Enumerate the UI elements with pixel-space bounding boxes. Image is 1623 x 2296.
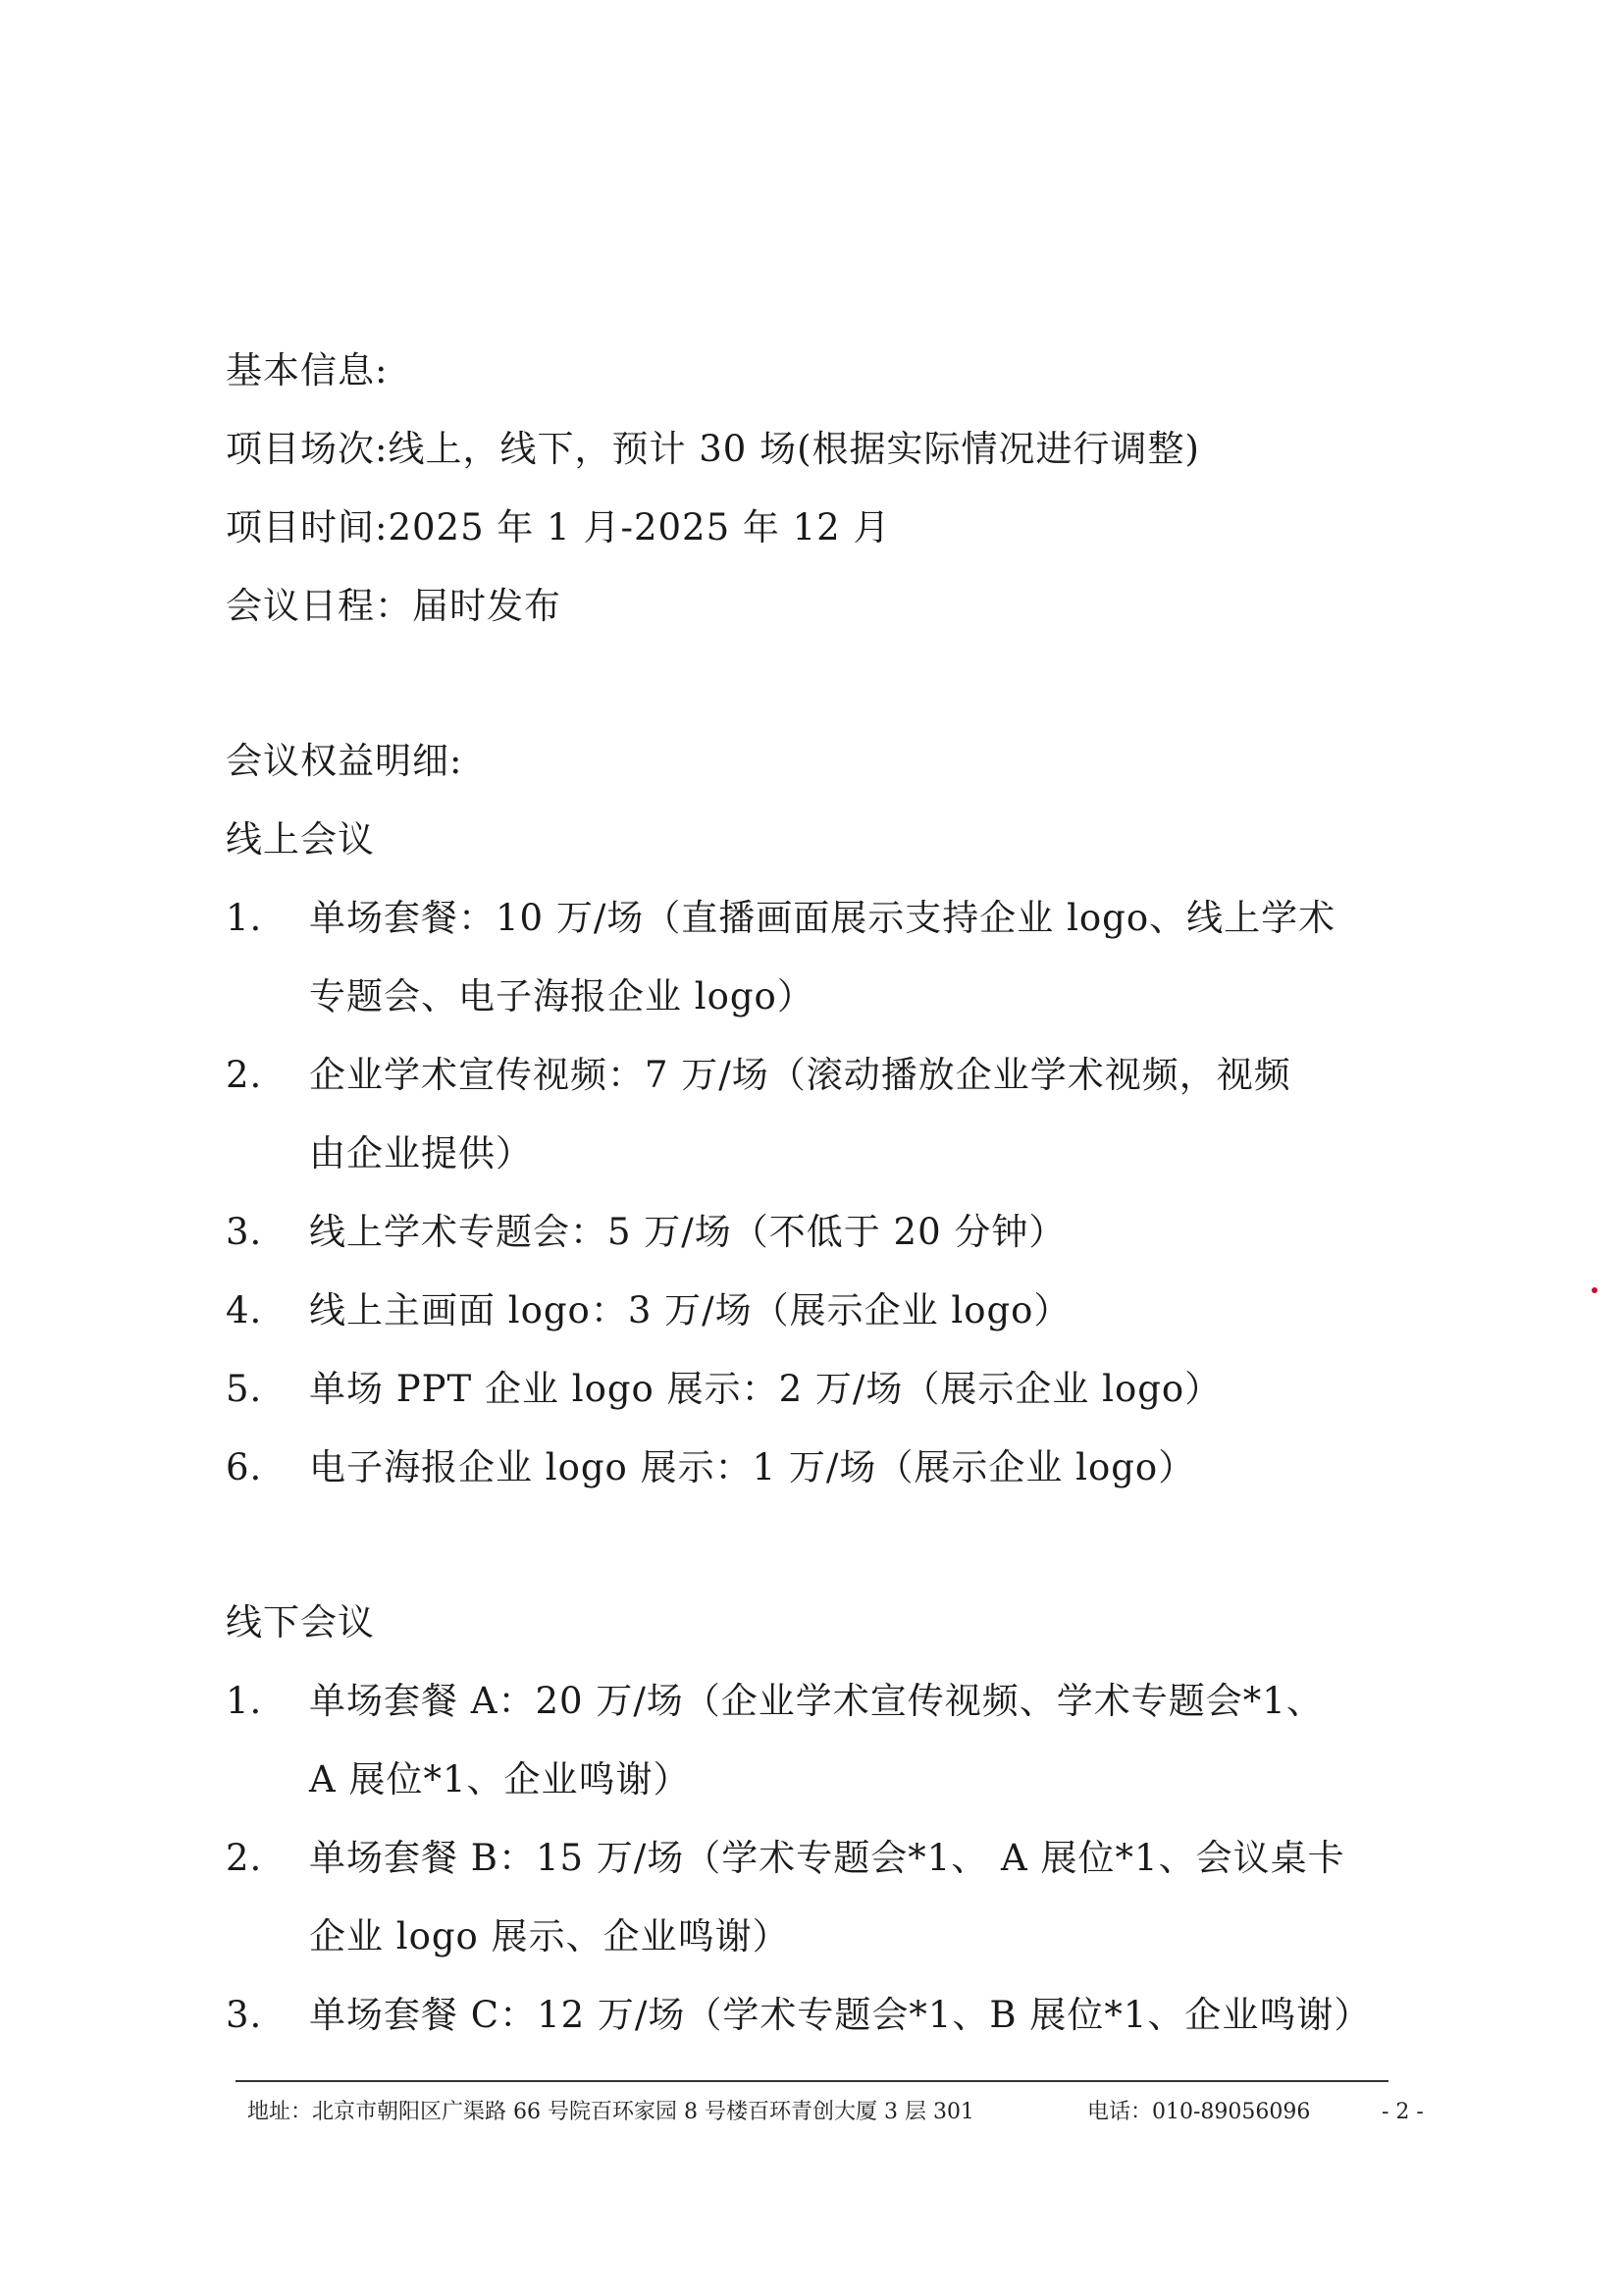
item-text-line: 专题会、电子海报企业 logo） — [309, 975, 814, 1018]
online-item — [226, 1209, 1423, 1287]
page-number: - 2 - — [1382, 2100, 1424, 2124]
item-text-line: 单场 PPT 企业 logo 展示：2 万/场（展示企业 logo） — [309, 1368, 1223, 1410]
offline-item — [226, 1992, 1423, 2070]
meeting-agenda: 会议日程：届时发布 — [226, 585, 561, 627]
item-number: 2. — [226, 1837, 263, 1879]
item-text-line: 线上主画面 logo：3 万/场（展示企业 logo） — [309, 1289, 1072, 1331]
online-item — [226, 1366, 1423, 1444]
online-item — [226, 895, 1423, 1052]
item-text-line: A 展位*1、企业鸣谢） — [309, 1758, 691, 1800]
offline-item — [226, 1835, 1423, 1992]
project-time: 项目时间:2025 年 1 月-2025 年 12 月 — [226, 506, 891, 548]
benefits-heading: 会议权益明细: — [226, 740, 463, 782]
item-text-line: 由企业提供） — [309, 1132, 533, 1174]
item-text-line: 单场套餐：10 万/场（直播画面展示支持企业 logo、线上学术 — [309, 897, 1336, 939]
online-item — [226, 1052, 1423, 1209]
offline-item — [226, 1678, 1423, 1835]
item-number: 1. — [226, 897, 263, 939]
item-number: 3. — [226, 1994, 263, 2036]
item-number: 5. — [226, 1368, 263, 1410]
item-number: 3. — [226, 1211, 263, 1253]
online-item — [226, 1287, 1423, 1366]
online-section-heading: 线上会议 — [226, 818, 375, 861]
footer-phone: 电话：010-89056096 — [1087, 2100, 1311, 2124]
item-text-line: 企业 logo 展示、企业鸣谢） — [309, 1915, 790, 1957]
footer-divider — [236, 2080, 1388, 2082]
red-ink-dot — [1592, 1287, 1597, 1293]
item-text-line: 单场套餐 A：20 万/场（企业学术宣传视频、学术专题会*1、 — [309, 1680, 1324, 1722]
project-sessions: 项目场次:线上，线下，预计 30 场(根据实际情况进行调整) — [226, 428, 1200, 470]
item-text-line: 单场套餐 B：15 万/场（学术专题会*1、 A 展位*1、会议桌卡 — [309, 1837, 1345, 1879]
item-text-line: 电子海报企业 logo 展示：1 万/场（展示企业 logo） — [309, 1446, 1196, 1488]
online-item — [226, 1444, 1423, 1523]
item-number: 1. — [226, 1680, 263, 1722]
footer-address: 地址：北京市朝阳区广渠路 66 号院百环家园 8 号楼百环青创大厦 3 层 301 — [247, 2100, 974, 2124]
item-number: 6. — [226, 1446, 263, 1488]
item-text-line: 线上学术专题会：5 万/场（不低于 20 分钟） — [309, 1211, 1067, 1253]
offline-section-heading: 线下会议 — [226, 1601, 375, 1644]
item-text-line: 企业学术宣传视频：7 万/场（滚动播放企业学术视频，视频 — [309, 1054, 1291, 1096]
item-number: 2. — [226, 1054, 263, 1096]
item-text-line: 单场套餐 C：12 万/场（学术专题会*1、B 展位*1、企业鸣谢） — [309, 1994, 1372, 2036]
basic-info-heading: 基本信息: — [226, 349, 389, 391]
item-number: 4. — [226, 1289, 263, 1331]
